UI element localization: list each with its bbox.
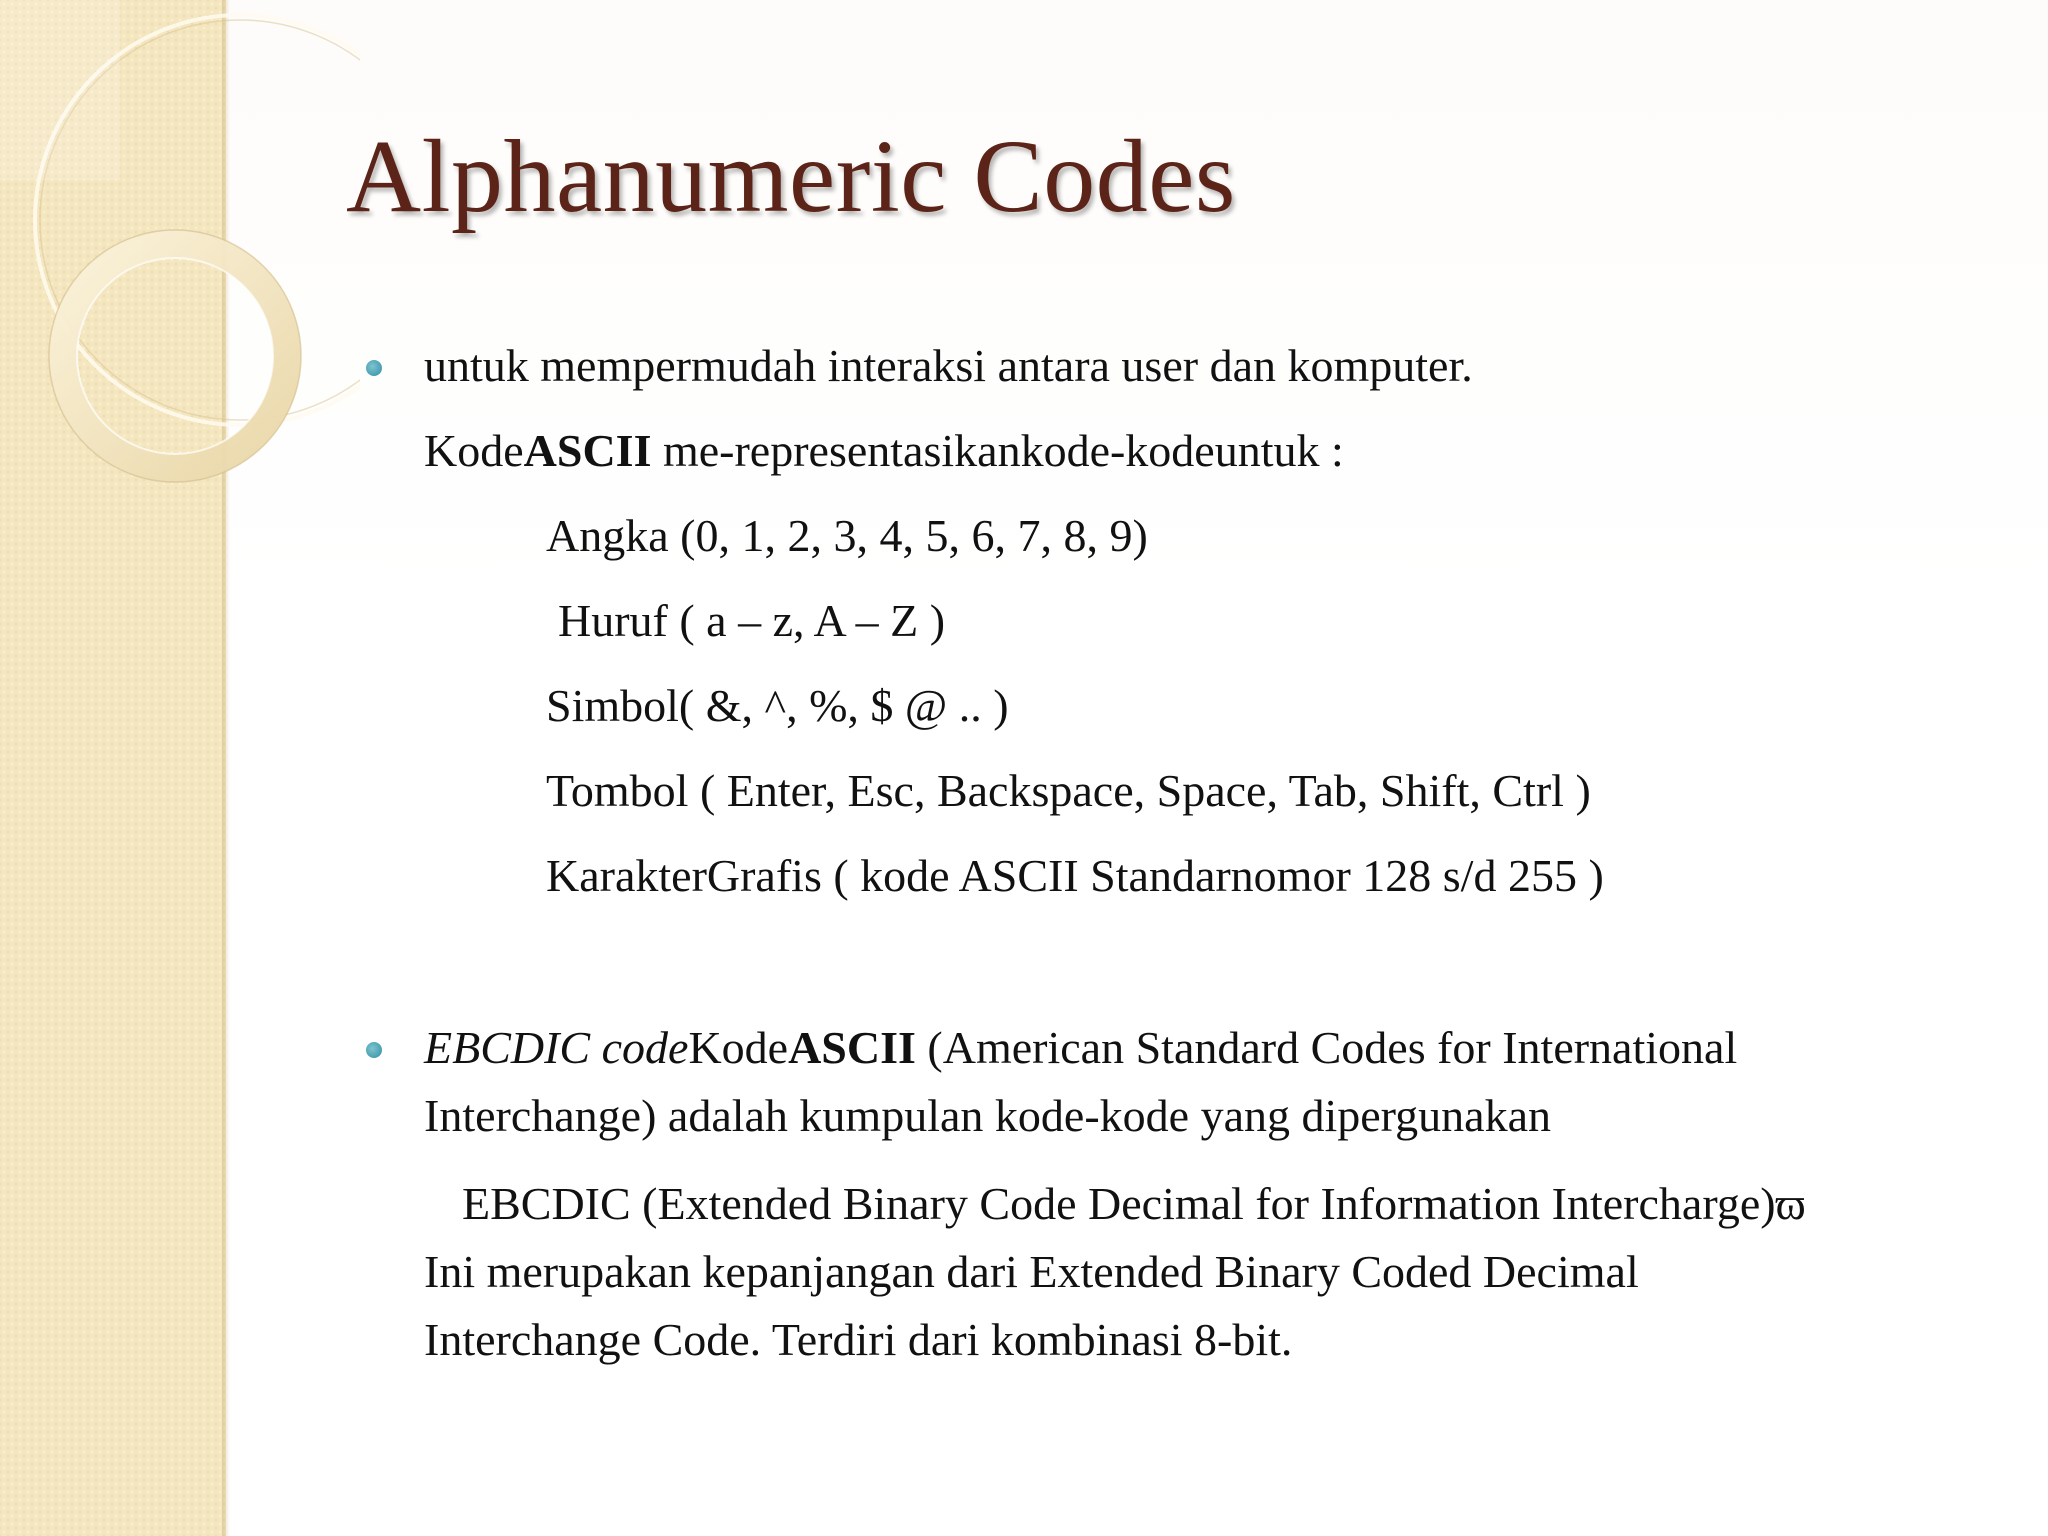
bullet-2-line-1 — [424, 1022, 1737, 1075]
ascii-item-simbol: Simbol( &, ^, %, $ @ .. ) — [546, 680, 1009, 731]
ascii-item-angka: Angka (0, 1, 2, 3, 4, 5, 6, 7, 8, 9) — [546, 510, 1148, 561]
kode-prefix: Kode — [688, 1022, 789, 1073]
ebcdic-description-2: Interchange Code. Terdiri dari kombinasi 8-bit. — [424, 1314, 1293, 1365]
bullet-1-dot — [366, 360, 382, 376]
ascii-intro-bold: ASCII — [523, 425, 652, 476]
ascii-item-tombol: Tombol ( Enter, Esc, Backspace, Space, Tab, Shift, Ctrl ) — [546, 765, 1591, 816]
ascii-intro-line — [424, 425, 1344, 478]
slide-title: Alphanumeric Codes — [346, 119, 1236, 234]
ebcdic-code-italic: EBCDIC code — [424, 1022, 689, 1073]
ascii-intro-suffix: me-representasikankode-kodeuntuk : — [651, 425, 1344, 476]
ascii-item-grafis: KarakterGrafis ( kode ASCII Standarnomor 128 s/d 255 ) — [546, 850, 1604, 901]
ebcdic-line: EBCDIC (Extended Binary Code Decimal for Information Intercharge)ϖ — [462, 1178, 1806, 1229]
ascii-definition: (American Standard Codes for International — [915, 1022, 1738, 1073]
ascii-bold: ASCII — [788, 1022, 916, 1073]
ascii-item-huruf: Huruf ( a – z, A – Z ) — [558, 595, 946, 646]
ebcdic-description-1: Ini merupakan kepanjangan dari Extended Binary Coded Decimal — [424, 1246, 1639, 1297]
bullet-2-line-2: Interchange) adalah kumpulan kode-kode yang dipergunakan — [424, 1090, 1551, 1141]
bullet-2-dot — [366, 1042, 382, 1058]
bullet-1-text: untuk mempermudah interaksi antara user dan komputer. — [424, 340, 1473, 391]
ascii-intro-prefix: Kode — [424, 425, 524, 476]
